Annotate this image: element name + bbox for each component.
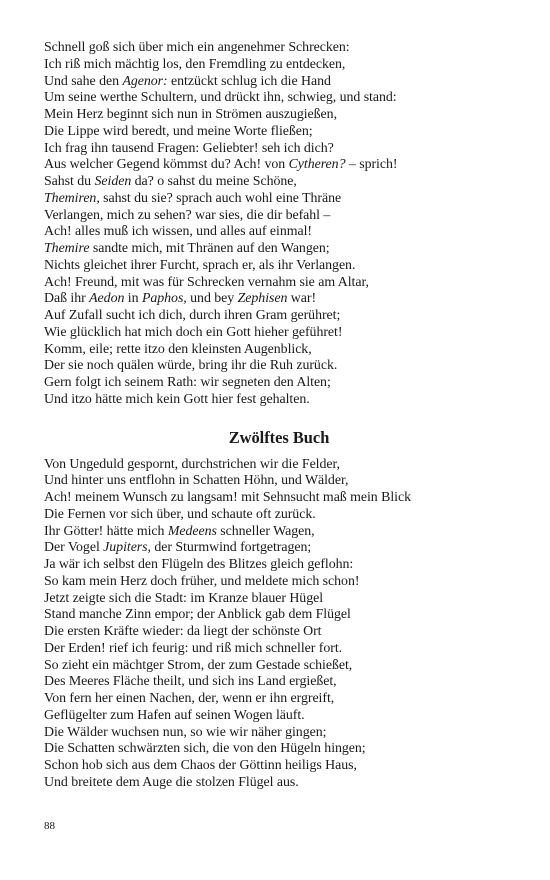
italic-name: Seiden xyxy=(94,174,132,189)
verse-line: Sahst du Seiden da? o sahst du meine Schöne, xyxy=(44,174,297,189)
verse-line: Des Meeres Fläche theilt, und sich ins Land ergießet, xyxy=(44,674,337,690)
verse-line: Schnell goß sich über mich ein angenehmer Schrecken: xyxy=(44,40,350,55)
verse-line: So zieht ein mächtger Strom, der zum Gestade schießet, xyxy=(44,657,353,673)
page-number: 88 xyxy=(44,820,55,832)
document-page xyxy=(44,40,514,792)
verse-line: Schon hob sich aus dem Chaos der Göttinn heiligs Haus, xyxy=(44,758,357,773)
verse-line: Mein Herz beginnt sich nun in Strömen auszugießen, xyxy=(44,107,337,122)
verse-line: Von Ungeduld gespornt, durchstrichen wir die Felder, xyxy=(44,456,340,472)
verse-line: Und breitete dem Auge die stolzen Flügel aus. xyxy=(44,774,299,790)
italic-name: Themiren, xyxy=(44,190,100,206)
verse-line: Die Lippe wird beredt, und meine Worte fließen; xyxy=(44,123,313,139)
verse-line: Geflügelter zum Hafen auf seinen Wogen läuft. xyxy=(44,707,305,723)
verse-line: Auf Zufall sucht ich dich, durch ihren Gram gerühret; xyxy=(44,308,341,323)
verse-line: Stand manche Zinn empor; der Anblick gab dem Flügel xyxy=(44,607,351,623)
verse-stanza-one xyxy=(44,40,514,409)
section-heading: Zwölftes Buch xyxy=(228,427,330,447)
italic-name: Paphos, xyxy=(141,291,187,307)
verse-line: Ach! alles muß ich wissen, und alles auf einmal! xyxy=(44,224,313,240)
italic-name: Medeens xyxy=(167,523,217,539)
verse-line: Um seine werthe Schultern, und drückt ihn, schwieg, und stand: xyxy=(44,90,397,106)
verse-line: Ich frag ihn tausend Fragen: Geliebter! seh ich dich? xyxy=(44,140,334,156)
italic-name: Aedon xyxy=(89,291,125,307)
verse-line: Die Wälder wuchsen nun, so wie wir näher gingen; xyxy=(44,724,327,740)
verse-line: Ja wär ich selbst den Flügeln des Blitzes gleich geflohn: xyxy=(44,557,354,572)
verse-line: Komm, eile; rette itzo den kleinsten Augenblick, xyxy=(44,341,312,357)
verse-line: Ach! meinem Wunsch zu langsam! mit Sehnsucht maß mein Blick xyxy=(44,490,411,505)
verse-line: Aus welcher Gegend kömmst du? Ach! von Cytheren? – sprich! xyxy=(44,157,398,173)
verse-line: Themiren, sahst du sie? sprach auch wohl eine Thräne xyxy=(44,190,342,206)
italic-name: Jupiters, xyxy=(103,540,151,556)
verse-line: Ach! Freund, mit was für Schrecken vernahm sie am Altar, xyxy=(44,274,369,290)
verse-line: Und hinter uns entflohn in Schatten Höhn, und Wälder, xyxy=(44,473,349,489)
verse-line: Der Erden! rief ich feurig: und riß mich schneller fort. xyxy=(44,640,343,656)
verse-line: Die ersten Kräfte wieder: da liegt der schönste Ort xyxy=(44,624,322,639)
verse-line: Jetzt zeigte sich die Stadt: im Kranze blauer Hügel xyxy=(44,590,324,606)
verse-line: Der Vogel Jupiters, der Sturmwind fortgetragen; xyxy=(44,540,312,556)
verse-line: Ihr Götter! hätte mich Medeens schneller Wagen, xyxy=(44,523,315,539)
italic-name: Agenor: xyxy=(122,73,168,89)
verse-line: Die Schatten schwärzten sich, die von den Hügeln hingen; xyxy=(44,741,366,757)
verse-line: Ich riß mich mächtig los, den Fremdling zu entdecken, xyxy=(44,56,346,72)
verse-line: Verlangen, mich zu sehen? war sies, die dir befahl – xyxy=(44,207,331,223)
verse-line: Und itzo hätte mich kein Gott hier fest gehalten. xyxy=(44,391,310,407)
verse-line: So kam mein Herz doch früher, und meldete mich schon! xyxy=(44,573,360,589)
verse-line: Wie glücklich hat mich doch ein Gott hieher geführet! xyxy=(44,324,343,340)
verse-line: Nichts gleichet ihrer Furcht, sprach er, als ihr Verlangen. xyxy=(44,257,356,273)
italic-name: Cytheren? xyxy=(288,157,346,173)
verse-stanza-two xyxy=(44,457,514,792)
italic-name: Zephisen xyxy=(237,291,288,307)
verse-line: Die Fernen vor sich über, und schaute oft zurück. xyxy=(44,506,316,522)
verse-line: Der sie noch quälen würde, bring ihr die Ruh zurück. xyxy=(44,358,338,374)
verse-line: Daß ihr Aedon in Paphos, und bey Zephisen war! xyxy=(44,291,317,307)
verse-line: Themire sandte mich, mit Thränen auf den Wangen; xyxy=(44,241,330,256)
verse-line: Von fern her einen Nachen, der, wenn er ihn ergreift, xyxy=(44,691,335,706)
italic-name: Themire xyxy=(44,241,90,256)
verse-line: Und sahe den Agenor: entzückt schlug ich die Hand xyxy=(44,73,331,89)
verse-line: Gern folgt ich seinem Rath: wir segneten den Alten; xyxy=(44,375,331,390)
